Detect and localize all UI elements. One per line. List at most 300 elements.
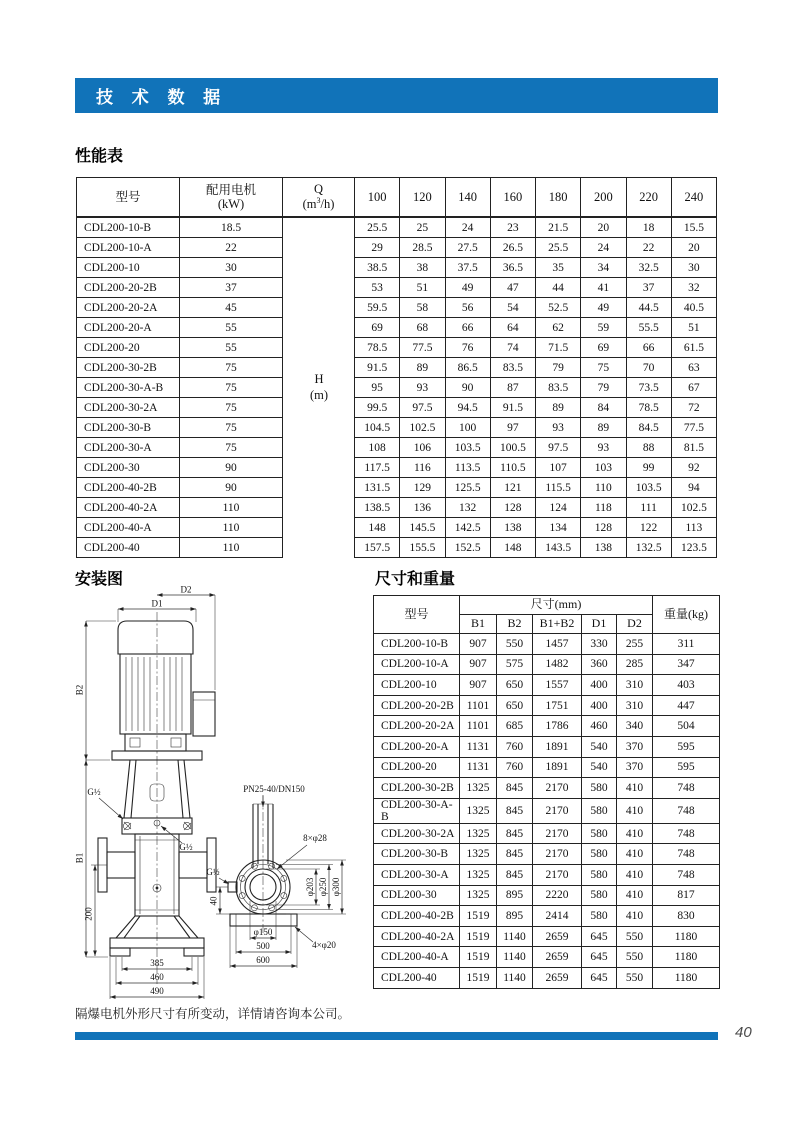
head-value-cell: 87 bbox=[490, 378, 535, 398]
d2-cell: 255 bbox=[617, 634, 653, 655]
head-value-cell: 67 bbox=[671, 378, 716, 398]
head-value-cell: 68 bbox=[400, 318, 445, 338]
head-value-cell: 61.5 bbox=[671, 338, 716, 358]
head-value-cell: 66 bbox=[626, 338, 671, 358]
b2-cell: 1140 bbox=[497, 947, 533, 968]
head-value-cell: 63 bbox=[671, 358, 716, 378]
dimensions-row bbox=[374, 864, 720, 885]
head-value-cell: 25.5 bbox=[536, 238, 581, 258]
b1-cell: 907 bbox=[460, 654, 497, 675]
model-cell: CDL200-20 bbox=[374, 757, 460, 778]
model-cell: CDL200-10-A bbox=[374, 654, 460, 675]
d2-cell: 370 bbox=[617, 736, 653, 757]
d2-cell: 550 bbox=[617, 947, 653, 968]
performance-row bbox=[77, 278, 717, 298]
col-header-b1b2: B1+B2 bbox=[533, 615, 582, 634]
head-value-cell: 32 bbox=[671, 278, 716, 298]
head-value-cell: 72 bbox=[671, 398, 716, 418]
head-value-cell: 91.5 bbox=[490, 398, 535, 418]
head-value-cell: 44 bbox=[536, 278, 581, 298]
head-value-cell: 77.5 bbox=[671, 418, 716, 438]
flow-header-cell: 200 bbox=[581, 178, 626, 218]
performance-row bbox=[77, 518, 717, 538]
power-cell: 18.5 bbox=[180, 217, 283, 238]
head-value-cell: 129 bbox=[400, 478, 445, 498]
dimensions-row bbox=[374, 947, 720, 968]
model-cell: CDL200-10-B bbox=[77, 217, 180, 238]
power-cell: 110 bbox=[180, 498, 283, 518]
dimensions-row bbox=[374, 695, 720, 716]
b2-cell: 845 bbox=[497, 864, 533, 885]
head-column-cell bbox=[283, 538, 355, 558]
head-value-cell: 95 bbox=[355, 378, 400, 398]
head-value-cell: 38.5 bbox=[355, 258, 400, 278]
head-value-cell: 99.5 bbox=[355, 398, 400, 418]
installation-section-title: 安装图 bbox=[75, 571, 124, 588]
d2-cell: 550 bbox=[617, 926, 653, 947]
head-value-cell: 103.5 bbox=[626, 478, 671, 498]
b1-cell: 907 bbox=[460, 675, 497, 696]
dimensions-row bbox=[374, 926, 720, 947]
head-value-cell: 97.5 bbox=[400, 398, 445, 418]
head-value-cell: 93 bbox=[581, 438, 626, 458]
dimensions-section-title: 尺寸和重量 bbox=[375, 571, 456, 588]
head-value-cell: 142.5 bbox=[445, 518, 490, 538]
head-value-cell: 69 bbox=[355, 318, 400, 338]
head-value-cell: 78.5 bbox=[355, 338, 400, 358]
head-value-cell: 145.5 bbox=[400, 518, 445, 538]
b1b2-cell: 1891 bbox=[533, 757, 582, 778]
head-value-cell: 35 bbox=[536, 258, 581, 278]
performance-row bbox=[77, 498, 717, 518]
b1b2-cell: 2659 bbox=[533, 967, 582, 988]
d2-cell: 370 bbox=[617, 757, 653, 778]
d2-cell: 310 bbox=[617, 675, 653, 696]
model-cell: CDL200-20-2A bbox=[77, 298, 180, 318]
weight-cell: 748 bbox=[653, 823, 720, 844]
b2-cell: 845 bbox=[497, 844, 533, 865]
power-cell: 55 bbox=[180, 338, 283, 358]
head-unit-label: H (m) bbox=[309, 371, 329, 402]
head-value-cell: 20 bbox=[671, 238, 716, 258]
b1b2-cell: 2170 bbox=[533, 798, 582, 823]
head-value-cell: 32.5 bbox=[626, 258, 671, 278]
d2-cell: 410 bbox=[617, 798, 653, 823]
head-value-cell: 44.5 bbox=[626, 298, 671, 318]
d2-cell: 410 bbox=[617, 844, 653, 865]
d1-cell: 580 bbox=[582, 823, 617, 844]
head-value-cell: 88 bbox=[626, 438, 671, 458]
b1-cell: 1519 bbox=[460, 926, 497, 947]
head-value-cell: 23 bbox=[490, 217, 535, 238]
head-value-cell: 124 bbox=[536, 498, 581, 518]
flow-header-cell: 220 bbox=[626, 178, 671, 218]
model-cell: CDL200-40-2A bbox=[374, 926, 460, 947]
head-value-cell: 138 bbox=[490, 518, 535, 538]
flow-header-cell: 120 bbox=[400, 178, 445, 218]
head-value-cell: 58 bbox=[400, 298, 445, 318]
head-value-cell: 115.5 bbox=[536, 478, 581, 498]
performance-row bbox=[77, 398, 717, 418]
head-value-cell: 89 bbox=[536, 398, 581, 418]
d2-cell: 285 bbox=[617, 654, 653, 675]
performance-row bbox=[77, 338, 717, 358]
head-value-cell: 110 bbox=[581, 478, 626, 498]
power-cell: 75 bbox=[180, 358, 283, 378]
head-column-cell bbox=[283, 338, 355, 358]
head-value-cell: 104.5 bbox=[355, 418, 400, 438]
model-cell: CDL200-30-B bbox=[374, 844, 460, 865]
model-cell: CDL200-40 bbox=[77, 538, 180, 558]
head-value-cell: 49 bbox=[445, 278, 490, 298]
head-value-cell: 81.5 bbox=[671, 438, 716, 458]
head-value-cell: 52.5 bbox=[536, 298, 581, 318]
head-value-cell: 29 bbox=[355, 238, 400, 258]
b1-cell: 907 bbox=[460, 634, 497, 655]
b1b2-cell: 2659 bbox=[533, 947, 582, 968]
b2-cell: 895 bbox=[497, 885, 533, 906]
head-value-cell: 103.5 bbox=[445, 438, 490, 458]
model-cell: CDL200-30-A-B bbox=[77, 378, 180, 398]
head-value-cell: 37 bbox=[626, 278, 671, 298]
head-value-cell: 94 bbox=[671, 478, 716, 498]
head-value-cell: 20 bbox=[581, 217, 626, 238]
dimensions-header-row-1 bbox=[374, 596, 720, 615]
head-column-cell bbox=[283, 398, 355, 418]
power-cell: 22 bbox=[180, 238, 283, 258]
dia-label-203: φ203 bbox=[305, 877, 315, 897]
dimensions-row bbox=[374, 823, 720, 844]
head-value-cell: 25.5 bbox=[355, 217, 400, 238]
head-column-cell bbox=[283, 258, 355, 278]
model-cell: CDL200-30-A-B bbox=[374, 798, 460, 823]
head-value-cell: 49 bbox=[581, 298, 626, 318]
model-cell: CDL200-20-2B bbox=[374, 695, 460, 716]
head-value-cell: 53 bbox=[355, 278, 400, 298]
head-value-cell: 111 bbox=[626, 498, 671, 518]
b1-cell: 1101 bbox=[460, 716, 497, 737]
dim-label-460: 460 bbox=[150, 972, 164, 982]
footnote: 隔爆电机外形尺寸有所变动，详情请咨询本公司。 bbox=[75, 1007, 351, 1021]
d1-cell: 460 bbox=[582, 716, 617, 737]
model-cell: CDL200-40-2A bbox=[77, 498, 180, 518]
head-value-cell: 62 bbox=[536, 318, 581, 338]
head-value-cell: 138 bbox=[581, 538, 626, 558]
d2-cell: 410 bbox=[617, 823, 653, 844]
head-column-cell bbox=[283, 298, 355, 318]
dim-label-500: 500 bbox=[256, 941, 270, 951]
model-cell: CDL200-40-2B bbox=[374, 906, 460, 927]
b1-cell: 1519 bbox=[460, 967, 497, 988]
head-value-cell: 24 bbox=[445, 217, 490, 238]
head-value-cell: 66 bbox=[445, 318, 490, 338]
d2-cell: 410 bbox=[617, 864, 653, 885]
model-cell: CDL200-30-B bbox=[77, 418, 180, 438]
d2-cell: 550 bbox=[617, 967, 653, 988]
head-column-cell bbox=[283, 498, 355, 518]
model-cell: CDL200-40 bbox=[374, 967, 460, 988]
power-cell: 45 bbox=[180, 298, 283, 318]
performance-row bbox=[77, 438, 717, 458]
head-value-cell: 30 bbox=[671, 258, 716, 278]
model-cell: CDL200-10 bbox=[77, 258, 180, 278]
head-value-cell: 71.5 bbox=[536, 338, 581, 358]
dimensions-row bbox=[374, 798, 720, 823]
b2-cell: 685 bbox=[497, 716, 533, 737]
performance-row bbox=[77, 258, 717, 278]
weight-cell: 595 bbox=[653, 757, 720, 778]
b1b2-cell: 1482 bbox=[533, 654, 582, 675]
power-cell: 75 bbox=[180, 418, 283, 438]
flow-header-cell: 160 bbox=[490, 178, 535, 218]
head-value-cell: 56 bbox=[445, 298, 490, 318]
head-value-cell: 97 bbox=[490, 418, 535, 438]
head-value-cell: 117.5 bbox=[355, 458, 400, 478]
performance-row bbox=[77, 318, 717, 338]
head-value-cell: 132.5 bbox=[626, 538, 671, 558]
head-value-cell: 100.5 bbox=[490, 438, 535, 458]
head-value-cell: 38 bbox=[400, 258, 445, 278]
head-value-cell: 22 bbox=[626, 238, 671, 258]
flow-header-cell: 100 bbox=[355, 178, 400, 218]
head-value-cell: 102.5 bbox=[400, 418, 445, 438]
d1-cell: 400 bbox=[582, 695, 617, 716]
flow-header-cell: 180 bbox=[536, 178, 581, 218]
head-value-cell: 90 bbox=[445, 378, 490, 398]
bottom-rule bbox=[75, 1032, 718, 1040]
model-cell: CDL200-20-2A bbox=[374, 716, 460, 737]
head-value-cell: 148 bbox=[490, 538, 535, 558]
head-value-cell: 93 bbox=[536, 418, 581, 438]
head-value-cell: 59 bbox=[581, 318, 626, 338]
head-column-cell bbox=[283, 418, 355, 438]
head-value-cell: 99 bbox=[626, 458, 671, 478]
b2-cell: 575 bbox=[497, 654, 533, 675]
head-value-cell: 77.5 bbox=[400, 338, 445, 358]
head-value-cell: 24 bbox=[581, 238, 626, 258]
head-value-cell: 26.5 bbox=[490, 238, 535, 258]
d1-cell: 645 bbox=[582, 947, 617, 968]
head-value-cell: 69 bbox=[581, 338, 626, 358]
weight-cell: 748 bbox=[653, 798, 720, 823]
weight-cell: 347 bbox=[653, 654, 720, 675]
performance-row bbox=[77, 238, 717, 258]
head-column-cell bbox=[283, 378, 355, 398]
head-value-cell: 51 bbox=[671, 318, 716, 338]
dimensions-row bbox=[374, 844, 720, 865]
col-header-weight: 重量(kg) bbox=[653, 596, 720, 634]
col-header-motor: 配用电机 (kW) bbox=[180, 178, 283, 218]
head-value-cell: 128 bbox=[490, 498, 535, 518]
power-cell: 110 bbox=[180, 518, 283, 538]
head-value-cell: 25 bbox=[400, 217, 445, 238]
head-value-cell: 131.5 bbox=[355, 478, 400, 498]
d2-cell: 310 bbox=[617, 695, 653, 716]
model-cell: CDL200-20-A bbox=[374, 736, 460, 757]
head-value-cell: 89 bbox=[400, 358, 445, 378]
col-header-size-group: 尺寸(mm) bbox=[460, 596, 653, 615]
head-value-cell: 155.5 bbox=[400, 538, 445, 558]
head-value-cell: 148 bbox=[355, 518, 400, 538]
dia-label-300: φ300 bbox=[331, 877, 341, 897]
dimensions-row bbox=[374, 967, 720, 988]
d1-cell: 645 bbox=[582, 926, 617, 947]
model-cell: CDL200-40-A bbox=[77, 518, 180, 538]
b1-cell: 1325 bbox=[460, 844, 497, 865]
performance-table bbox=[76, 177, 717, 558]
head-value-cell: 91.5 bbox=[355, 358, 400, 378]
head-column-cell bbox=[283, 318, 355, 338]
head-value-cell: 51 bbox=[400, 278, 445, 298]
dim-label-385: 385 bbox=[150, 958, 164, 968]
model-cell: CDL200-20-2B bbox=[77, 278, 180, 298]
dim-label-b2: B2 bbox=[74, 684, 85, 696]
head-column-cell bbox=[283, 217, 355, 238]
b1b2-cell: 2220 bbox=[533, 885, 582, 906]
model-cell: CDL200-30-A bbox=[77, 438, 180, 458]
head-value-cell: 15.5 bbox=[671, 217, 716, 238]
head-value-cell: 76 bbox=[445, 338, 490, 358]
weight-cell: 830 bbox=[653, 906, 720, 927]
col-header-b1: B1 bbox=[460, 615, 497, 634]
model-cell: CDL200-30-2B bbox=[374, 778, 460, 799]
head-value-cell: 83.5 bbox=[490, 358, 535, 378]
weight-cell: 595 bbox=[653, 736, 720, 757]
head-value-cell: 37.5 bbox=[445, 258, 490, 278]
b2-cell: 1140 bbox=[497, 926, 533, 947]
performance-row bbox=[77, 458, 717, 478]
head-value-cell: 75 bbox=[581, 358, 626, 378]
b1b2-cell: 1786 bbox=[533, 716, 582, 737]
head-value-cell: 136 bbox=[400, 498, 445, 518]
b2-cell: 845 bbox=[497, 778, 533, 799]
head-value-cell: 40.5 bbox=[671, 298, 716, 318]
b2-cell: 895 bbox=[497, 906, 533, 927]
performance-row bbox=[77, 418, 717, 438]
d1-cell: 400 bbox=[582, 675, 617, 696]
d1-cell: 580 bbox=[582, 844, 617, 865]
head-value-cell: 47 bbox=[490, 278, 535, 298]
dim-label-d2: D2 bbox=[180, 586, 192, 595]
head-value-cell: 100 bbox=[445, 418, 490, 438]
head-value-cell: 36.5 bbox=[490, 258, 535, 278]
head-value-cell: 28.5 bbox=[400, 238, 445, 258]
dimensions-row bbox=[374, 634, 720, 655]
d2-cell: 340 bbox=[617, 716, 653, 737]
col-header-model: 型号 bbox=[374, 596, 460, 634]
weight-cell: 447 bbox=[653, 695, 720, 716]
head-column-cell bbox=[283, 278, 355, 298]
performance-row bbox=[77, 538, 717, 558]
dimensions-row bbox=[374, 778, 720, 799]
head-column-cell bbox=[283, 238, 355, 258]
head-value-cell: 64 bbox=[490, 318, 535, 338]
head-value-cell: 79 bbox=[581, 378, 626, 398]
model-cell: CDL200-30-2B bbox=[77, 358, 180, 378]
model-cell: CDL200-30-2A bbox=[77, 398, 180, 418]
head-value-cell: 110.5 bbox=[490, 458, 535, 478]
col-header-flow-unit: Q $(m^3/h)$ bbox=[283, 178, 355, 218]
dim-label-b1: B1 bbox=[74, 852, 85, 864]
head-value-cell: 74 bbox=[490, 338, 535, 358]
head-value-cell: 34 bbox=[581, 258, 626, 278]
weight-cell: 748 bbox=[653, 778, 720, 799]
dia-label-150: φ150 bbox=[253, 927, 273, 937]
head-value-cell: 128 bbox=[581, 518, 626, 538]
performance-row bbox=[77, 298, 717, 318]
b1b2-cell: 2170 bbox=[533, 864, 582, 885]
b2-cell: 845 bbox=[497, 798, 533, 823]
head-value-cell: 70 bbox=[626, 358, 671, 378]
d1-cell: 580 bbox=[582, 885, 617, 906]
head-value-cell: 106 bbox=[400, 438, 445, 458]
b1b2-cell: 2659 bbox=[533, 926, 582, 947]
b1-cell: 1131 bbox=[460, 757, 497, 778]
power-cell: 90 bbox=[180, 478, 283, 498]
b1b2-cell: 1457 bbox=[533, 634, 582, 655]
b2-cell: 550 bbox=[497, 634, 533, 655]
model-cell: CDL200-30-A bbox=[374, 864, 460, 885]
performance-row bbox=[77, 217, 717, 238]
model-cell: CDL200-20 bbox=[77, 338, 180, 358]
d2-cell: 410 bbox=[617, 906, 653, 927]
weight-cell: 1180 bbox=[653, 947, 720, 968]
model-cell: CDL200-30 bbox=[77, 458, 180, 478]
b1b2-cell: 2170 bbox=[533, 823, 582, 844]
b2-cell: 760 bbox=[497, 757, 533, 778]
power-cell: 90 bbox=[180, 458, 283, 478]
head-value-cell: 113 bbox=[671, 518, 716, 538]
dimensions-row bbox=[374, 716, 720, 737]
b1-cell: 1325 bbox=[460, 864, 497, 885]
b1-cell: 1519 bbox=[460, 906, 497, 927]
weight-cell: 403 bbox=[653, 675, 720, 696]
dimensions-row bbox=[374, 757, 720, 778]
model-cell: CDL200-10-B bbox=[374, 634, 460, 655]
head-value-cell: 123.5 bbox=[671, 538, 716, 558]
col-header-d1: D1 bbox=[582, 615, 617, 634]
weight-cell: 817 bbox=[653, 885, 720, 906]
power-cell: 75 bbox=[180, 438, 283, 458]
port-label-g3: G½ bbox=[206, 867, 220, 877]
head-value-cell: 152.5 bbox=[445, 538, 490, 558]
port-label-g2: G½ bbox=[179, 842, 193, 852]
performance-table-wrap bbox=[76, 177, 717, 558]
b1-cell: 1325 bbox=[460, 823, 497, 844]
flow-header-cell: 240 bbox=[671, 178, 716, 218]
b1b2-cell: 1557 bbox=[533, 675, 582, 696]
head-value-cell: 73.5 bbox=[626, 378, 671, 398]
flow-header-cell: 140 bbox=[445, 178, 490, 218]
b1-cell: 1325 bbox=[460, 885, 497, 906]
model-cell: CDL200-30-2A bbox=[374, 823, 460, 844]
b2-cell: 650 bbox=[497, 675, 533, 696]
b2-cell: 760 bbox=[497, 736, 533, 757]
weight-cell: 748 bbox=[653, 844, 720, 865]
col-header-d2: D2 bbox=[617, 615, 653, 634]
dimensions-row bbox=[374, 675, 720, 696]
dimensions-row bbox=[374, 906, 720, 927]
model-cell: CDL200-20-A bbox=[77, 318, 180, 338]
dimensions-row bbox=[374, 885, 720, 906]
head-column-cell bbox=[283, 478, 355, 498]
head-column-cell bbox=[283, 438, 355, 458]
dim-label-200: 200 bbox=[83, 907, 94, 921]
dim-label-40: 40 bbox=[208, 896, 219, 906]
power-cell: 55 bbox=[180, 318, 283, 338]
col-header-b2: B2 bbox=[497, 615, 533, 634]
head-value-cell: 79 bbox=[536, 358, 581, 378]
